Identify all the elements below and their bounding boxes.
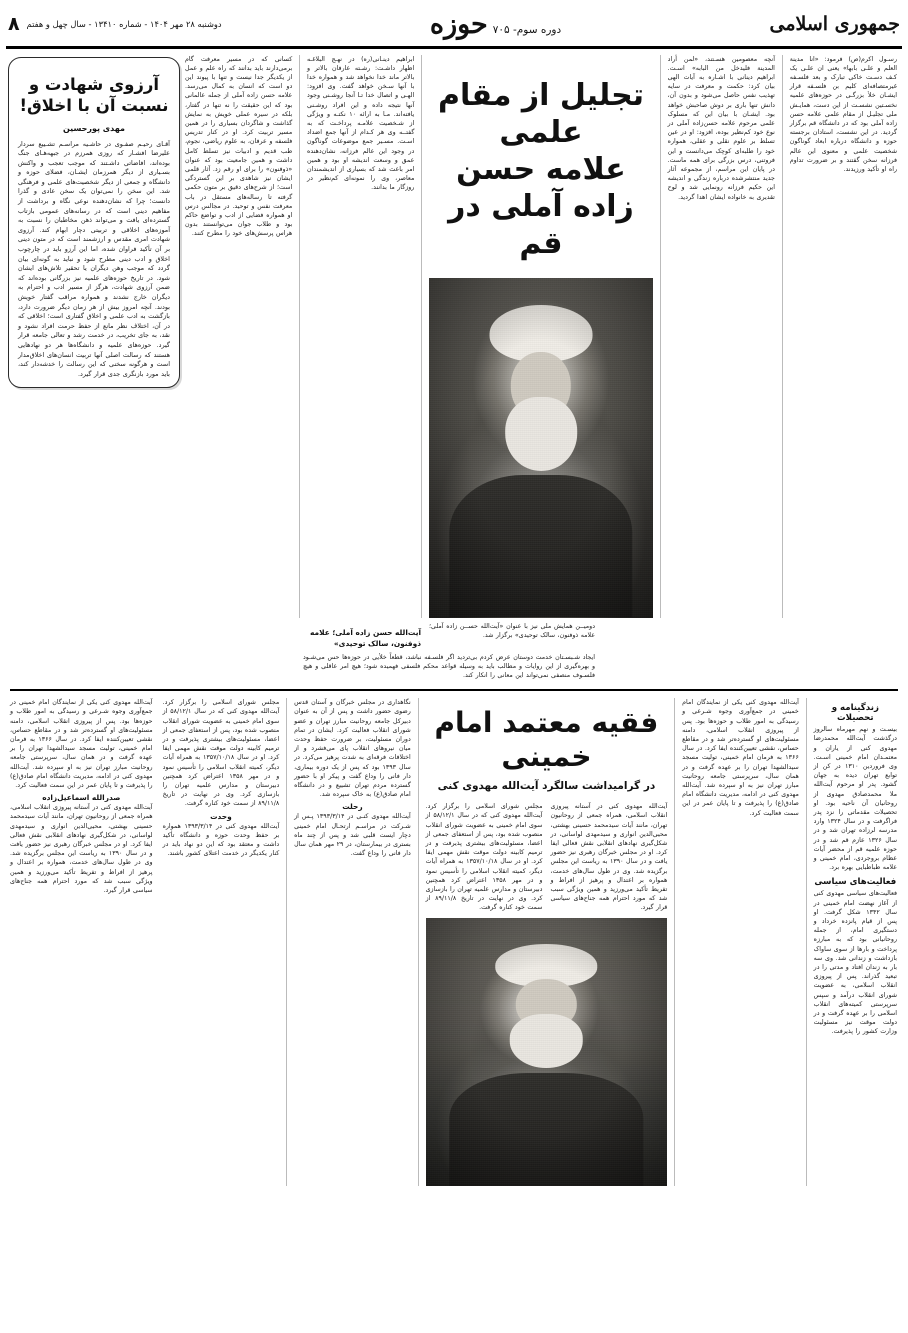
article1-col1-text: رسـول اکرم(ص) فرمود: «انا مدینة العلم و علـی بابها» یعنی ان علـی یک کـف دسـت خاکی تبارک و بعد فلسـفه غیرمتصافه‌ای کلیم بن فلسـفه قرار ایشـان خلأ بزرگـی در حوزه‌های علمیه نخسـتین نشسـت از این دست، همایـش ملی تجلیـل از مقام علمی علامه حسن زاده آملی بود که در دانشگاه قم برگزار گردید. در این نشست، استادان برجسته حوزه و دانشگاه درباره ابعاد گوناگون شخصیت علمی و معنوی این عالم فرزانه سخن گفتند و بر ضرورت تداوم راه او تأکید ورزیدند. bbox=[789, 55, 897, 173]
article1-caption-note: دومیــن همایش ملی نیز با عنوان «آیت‌الله حســن زاده آملی؛ علامه ذوفنون، سالک توحیدی» برگزار شد. bbox=[429, 622, 595, 639]
column-divider bbox=[418, 698, 419, 1185]
article2-column-1 bbox=[677, 698, 804, 1185]
byline-esmaeilzadeh: صدرالله اسماعیل‌زاده bbox=[42, 793, 121, 803]
biography-body: بیسـت و نهم مهرماه سالروز درگذشت آیت‌الله محمدرضا مهدوی کنی از یاران و معتمـدان امام خمینی اسـت. وی فروردین ۱۳۱۰ در کن از توابع تهران دیده به جهان گشود. پدر او مرحوم آیت‌الله ملا محمدصادق مهدوی از روحانیان آن ناحیه بود. او تحصیلات مقدماتی را نزد پدر فراگرفت و در سال ۱۳۲۴ وارد مدرسه لرزاده تهران شد و در سال ۱۳۲۶ عازم قم شد و در حوزه علمیه قم از محضر آیات عظام بروجردی، امام خمینی و علامه طباطبایی بهره برد. bbox=[813, 726, 897, 872]
column-divider bbox=[286, 698, 287, 1185]
article2-headline: فقیه معتمد امام خمینی bbox=[434, 706, 659, 774]
political-body: فعالیت‌های سیاسی مهدوی کنی از آغاز نهضت امام خمینی در سال ۱۳۴۲ شکل گرفت. او پس از قیام پانزده خرداد و دستگیری امام، از جمله روحانیانی بود که به مبارزه پرداخت و بارها از سوی ساواک بازداشت و زندانی شد. وی سه بار به زندان افتاد و مدتی را در تبعید گذراند. پس از پیروزی انقلاب اسلامی، به عضویت شورای انقلاب درآمد و سپس سرپرستی کمیته‌های انقلاب اسلامی را بر عهده گرفت و در دولت موقت نیز مسئولیت وزارت کشور را پذیرفت. bbox=[813, 890, 898, 1036]
bottom-section bbox=[6, 698, 902, 1185]
column-divider bbox=[782, 55, 783, 618]
article1-col3-text: ابراهیم دینـانی(ره) در نهـج البلاغـه اظهار داشـت: رشـته عارفان بالاتر و بالاتر ماند خدا نخواهد شد و همواره خدا با آنها سـخن خواهد گفت. وی افزود: الهـی و اتصال خدا تـا آنجا روشـنی وجود آنها نتیجه داده و این افراد روشـنی یافته‌اند. مـا به ارائه ۱۰ نکتـه و ویژگی از شـخصیت علامـه پرداخـت که به گفتــه وی هر کـدام از آنها جمع اضداد اسـت. مسـیر جمع موضوعات گوناگون در وجود این عالم فرزانه، نشان‌دهنده عمق و وسعت اندیشه او بود و همین امر باعث شد که بسیاری از اندیشمندان معاصر، وی را نمونه‌ای کم‌نظیر در روزگار ما بدانند. bbox=[307, 55, 415, 192]
article1-headline-line2: علامه حسن زاده آملی در قم bbox=[448, 151, 634, 261]
masthead bbox=[0, 0, 908, 46]
section-divider bbox=[10, 689, 898, 691]
article2-column-4 bbox=[6, 698, 158, 1185]
masthead-subtitle: دوره سوم- ۷۰۵ bbox=[492, 23, 562, 36]
article1-caption-block bbox=[298, 622, 600, 681]
article2-intro-right: مجلس شورای اسلامی را برگزار کرد. آیت‌الله مهدوی کنی که در سال ۵۸/۱۲/۱ از سوی امام خمینی به عضویت شورای انقلاب منصوب شده بود، پس از استعفای جمعی از اعضا، مسئولیت‌های بیشتری پذیرفت و در ترمیم کابینه دولت موقت نقش مهمی ایفا کرد. او در سال ۱۳۵۷/۱۰/۱۸ به همراه آیات دیگر، کمیته انقلاب اسلامی را تأسیس نمود و در مهر ۱۳۵۸ اعتراض کرد همچنین دبیرستان و مدارس علمیه تهران را بازسازی کرد. وی در نهایت در تاریخ ۸۹/۱۱/۸ از سمت خود کناره گرفت. bbox=[425, 803, 543, 912]
article2-col1-text: آیت‌الله مهدوی کنی یکی از نمایندگان امام خمینی در جمع‌آوری وجوه شـرعی و رسیدگی به امور طلاب و حوزه‌ها بود. پس از پیروزی انقلاب اسلامی، دامنه مسئولیت‌های او گسترده‌تر شد و در مقاطع حساس، نقشی تعیین‌کننده ایفا کرد. در سال ۱۳۶۶ به فرمان امام خمینی، تولیت مسجد سیدالشهدا تهران را بر عهده گرفت و در همان سال، سرپرستی جامعه روحانیت مبارز تهران نیز به او سپرده شد. آیت‌الله مهدوی کنی در ادامه، مدیریت دانشگاه امام صادق(ع) را پذیرفت و تا پایان عمر در این سمت فعالیت کرد. bbox=[682, 699, 799, 817]
sidebar-headline: آرزوی شهادت و نسبت آن با اخلاق! bbox=[19, 74, 169, 115]
masthead-title-group bbox=[430, 9, 561, 40]
article1-photo bbox=[429, 278, 653, 618]
article2-subhead: در گرامیداشت سالگرد آیت‌الله مهدوی کنی bbox=[437, 780, 656, 793]
subsection-vahdat-title: وحدت bbox=[210, 811, 232, 821]
subsection-vahdat-body: آیت‌الله مهدوی کنی در ۱۳۹۳/۳/۱۴ همواره بر حفظ وحدت حوزه و دانشگاه تأکید داشت و معتقد بود که این دو نهاد باید در کنار یکدیگر در خدمت اعتلای کشور باشند. bbox=[162, 822, 280, 858]
article2-intro-left: آیت‌الله مهدوی کنی در آستانه پیروزی انقلاب اسلامی، همراه جمعی از روحانیون تهران، مانند آیات سیدمحمد حسینی بهشتی، محیی‌الدین انواری و سیدمهدی لواسانی، در شکل‌گیری نهادهای انقلابی نقش فعالی ایفا کرد. او در مجلس خبرگان رهبری نیز حضور یافت و در سال ۱۳۹۰ به ریاست این مجلس برگزیده شد. وی در طول سال‌های خدمت، همواره بر اعتدال و پرهیز از افراط و تفریط تأکید می‌ورزید و همین ویژگی سبب شد که مورد احترام همه جناح‌های سیاسی قرار گیرد. bbox=[550, 803, 668, 912]
article1-headline bbox=[429, 77, 653, 262]
caption-row bbox=[6, 622, 902, 681]
column-divider bbox=[421, 55, 422, 618]
column-divider bbox=[806, 698, 807, 1185]
article2-col4-text-cont: آیت‌الله مهدوی کنی در آستانه پیروزی انقلاب اسلامی، همراه جمعی از روحانیون تهران، مانند آیات سیدمحمد حسینی بهشتی، محیی‌الدین انواری و سیدمهدی لواسانی، در شکل‌گیری نهادهای انقلابی نقش فعالی ایفا کرد. او در مجلس خبرگان رهبری نیز حضور یافت و در سال ۱۳۹۰ به ریاست این مجلس برگزیده شد. وی در طول سال‌های خدمت، همواره بر اعتدال و پرهیز از افراط و تفریط تأکید می‌ورزید و همین ویژگی سبب شد که مورد احترام همه جناح‌های سیاسی قرار گیرد. bbox=[10, 804, 153, 894]
article2-col2-text: نگاهداری در مجلس خبرگان و آستان قدس رضوی حضور داشت و پس از آن به عنوان دبیرکل جامعه روحانیت مبارز تهران و عضو شورای انقلاب فعالیت کرد. ایشان در تمام دوران مسئولیت، بر ضرورت حفظ وحدت میان نیروهای انقلاب پای می‌فشرد و از اختلافات فرقه‌ای به شدت پرهیز می‌کرد. در سال ۱۳۹۳ بود که پس از یک دوره بیماری، دار فانی را وداع گفت و پیکر او با حضور گسترده مردم تهران تشییع و در دانشگاه امام صادق(ع) به خاک سپرده شد. bbox=[294, 699, 411, 799]
page-number: ۸ bbox=[8, 13, 20, 35]
article1-center bbox=[424, 55, 658, 618]
article2-col4-text: آیت‌الله مهدوی کنی یکی از نمایندگان امام خمینی در جمع‌آوری وجوه شـرعی و رسیدگی به امور طلاب و حوزه‌ها بود. پس از پیروزی انقلاب اسلامی، دامنه مسئولیت‌های او گسترده‌تر شد و در مقاطع حساس، نقشی تعیین‌کننده ایفا کرد. در سال ۱۳۶۶ به فرمان امام خمینی، تولیت مسجد سیدالشهدا تهران را بر عهده گرفت و در همان سال، سرپرستی جامعه روحانیت مبارز تهران نیز به او سپرده شد. آیت‌الله مهدوی کنی در ادامه، مدیریت دانشگاه امام صادق(ع) را پذیرفت و تا پایان عمر در این سمت فعالیت کرد. bbox=[10, 699, 153, 789]
masthead-title: حوزه bbox=[429, 8, 488, 40]
subsection-rehlat-body: آیت‌الله مهدوی کنـی در ۱۳۹۳/۳/۱۴ پـس از شـرکت در مراسـم ارتحـال امام خمینی دچار ایست قلبی شد و پس از چند ماه بستری در بیمارستان، در ۲۹ مهر همان سال دار فانی را وداع گفت. bbox=[294, 813, 411, 858]
masthead-dateline-group bbox=[8, 13, 222, 35]
article1-col4-text: کسانی که در مسیر معرفت گام برمی‌دارند باید بدانند که راه علم و عمل از یکدیگر جدا نیست و تنها با پیوند این دو است که انسان به کمال می‌رسد. علامه حسن زاده آملی از جمله عالمانی بود که این حقیقت را نه تنها در گفتار، بلکه در سیره عملی خویش به نمایش گذاشت و شاگردان بسیاری را در همین مسیر تربیت کرد. او در کنار تدریس فلسفه و عرفان، به علوم ریاضی، نجوم، طب قدیم و ادبیات نیز تسلط کامل داشت و همین جامعیت بود که عنوان «ذوفنون» را برای او رقم زد. آثار قلمی ایشان نیز شاهدی بر این گستردگی است؛ از شرح‌های دقیق بر متون حکمی گرفته تا رساله‌های مستقل در باب معرفت نفس و توحید. در مجالس درس او همواره فضایی از ادب و تواضع حاکم بود و طلاب جوان می‌توانستند بدون هراس پرسش‌های خود را مطرح کنند. bbox=[184, 55, 293, 238]
publisher-logo: جمهوری اسلامی bbox=[769, 13, 900, 35]
sidebar-column bbox=[6, 55, 180, 618]
sidebar-byline: مهدی پورحسین bbox=[62, 123, 125, 133]
article2-center bbox=[421, 698, 673, 1185]
subsection-rehlat-title: رحلت bbox=[342, 802, 363, 812]
article2-bio-column bbox=[809, 698, 902, 1185]
page-body bbox=[0, 49, 908, 1186]
article1-col2-text: آنچه معصومین هسـتند، «لمن أراد المدینة فلیدخل من البابه» اسـت. ابراهیم دینانی با اشـاره به آیات الهی بیان کرد: حکمت و معرفت در سایه تهذیب نفس حاصل می‌شود و بدون آن، دانش تنها باری بر دوش صاحبش خواهد بود. ایشـان با بیان این که مسلوک علمی مرحوم علامه حسن‌زاده آملی در نوع خود کم‌نظیر بوده، افزود: او در عین تسلط بر علوم نقلی و عقلی، همواره خود را طلبه‌ای کوچک می‌دانست و این فروتنی، درس بزرگی برای همه ماست. در پایان این مراسم، از مجموعه آثار جدید منتشرشده درباره زندگی و اندیشه این حکیم فرزانه رونمایی شد و لوح تقدیری به خانواده ایشان اهدا گردید. bbox=[667, 55, 775, 201]
article1-photo-caption: آیت‌الله حسن زاده آملی؛ علامه ذوفنون، سالک توحیدی» bbox=[310, 627, 421, 648]
column-divider bbox=[660, 55, 661, 618]
article1-col-quote: ایجاد شـبسـتان خدمت دوستان عرض کردم بی‌تردید اگر فلسـفه نباشد، قطعاً خلأیی در حوزه‌ها حس می‌شـود و بهره‌گیری از این روایات و مطالب باید به وسیله قواعد محکم فلسفی فهمیده شود؛ هیچ امر عاقلی و هیچ فلسـوف منصفی نمی‌تواند این معانی را انکار کند. bbox=[303, 653, 595, 679]
top-section bbox=[6, 55, 902, 618]
sidebar-box bbox=[8, 57, 180, 389]
column-divider bbox=[299, 55, 300, 618]
biography-heading: زندگینامه و تحصیلات bbox=[831, 703, 879, 724]
article2-col3-text: مجلس شورای اسلامی را برگزار کرد. آیت‌الله مهدوی کنی که در سال ۵۸/۱۲/۱ از سوی امام خمینی به عضویت شورای انقلاب منصوب شده بود، پس از استعفای جمعی از اعضا، مسئولیت‌های بیشتری پذیرفت و در ترمیم کابینه دولت موقت نقش مهمی ایفا کرد. او در سال ۱۳۵۷/۱۰/۱۸ به همراه آیات دیگر، کمیته انقلاب اسلامی را تأسیس نمود و در مهر ۱۳۵۸ اعتراض کرد همچنین دبیرستان و مدارس علمیه تهران را بازسازی کرد. وی در نهایت در تاریخ ۸۹/۱۱/۸ از سمت خود کناره گرفت. bbox=[162, 699, 280, 808]
article1-column-3 bbox=[302, 55, 419, 618]
political-heading: فعالیت‌های سیاسی bbox=[814, 877, 897, 888]
sidebar-body: آقـای رحیـم صفـوی در حاشـیه مراسـم تشـییع سردار علیرضا افشـار که روزی همرزم در جبهه‌هـای جنگ بوده‌اند، افاضاتی داشـتند که موجب تعجب و واکنش بسـیاری از دیگر همرزمان ایشـان، فضلای حوزه و دانشگاه و جمعی از دیگر شخصیت‌های علمی و فرهنگی شد. این سخن را نمی‌توان یک سخن عادی و گذرا دانست؛ چرا که نشان‌دهنده نوعی نگاه و برداشت از مفاهیم دینی است که در رسانه‌های عمومی بازتاب گسترده‌ای یافت و می‌تواند ذهن مخاطبان را نسبت به آموزه‌های اخلاقی و تربیتی دچار ابهام کند. آرزوی شهادت امری مقدس و ارزشمند است که در متون دینی بر آن تأکید فراوان شده، اما این آرزو باید در چارچوب اخلاق و ادب دینی مطرح شود و نباید به گونه‌ای بیان گردد که موجب وهن دیگران یا تحقیر تلاش‌های ایشان شود. در تاریخ حوزه‌های علمیه نیز بزرگانی بوده‌اند که ضمن آرزوی شهادت، هرگز از مسیر ادب و احترام به دیگران خارج نشدند و همواره مراقب گفتار خویش بودند. آنچه امروز بیش از هر زمان دیگر ضرورت دارد، بازگشت به ادب علمی و اخلاق گفتاری است؛ اخلاقی که در آن، اختلاف نظر مانع از حفظ حرمت افراد نشود و نقد، به جای تخریب، در خدمت رشد و تعالی جامعه قرار گیرد. حوزه‌های علمیه و دانشگاه‌ها هر دو نهادهایی هستند که رسالت اصلی آنها تربیت انسان‌های اخلاق‌مدار است و هرگونه سخنی که این رسالت را خدشه‌دار کند، باید مورد بازنگری جدی قرار گیرد. bbox=[17, 139, 170, 378]
column-divider bbox=[674, 698, 675, 1185]
article2-column-3 bbox=[158, 698, 285, 1185]
article1-column-1 bbox=[785, 55, 902, 618]
article2-photo bbox=[426, 918, 668, 1186]
article1-headline-line1: تجلیل از مقام علمی bbox=[437, 77, 644, 150]
article2-column-2 bbox=[289, 698, 416, 1185]
article1-column-4 bbox=[180, 55, 297, 618]
dateline: دوشنبه ۲۸ مهر ۱۴۰۴ - شماره ۱۳۴۱۰ - سال چهل و هفتم bbox=[26, 19, 222, 29]
article1-column-2 bbox=[663, 55, 780, 618]
